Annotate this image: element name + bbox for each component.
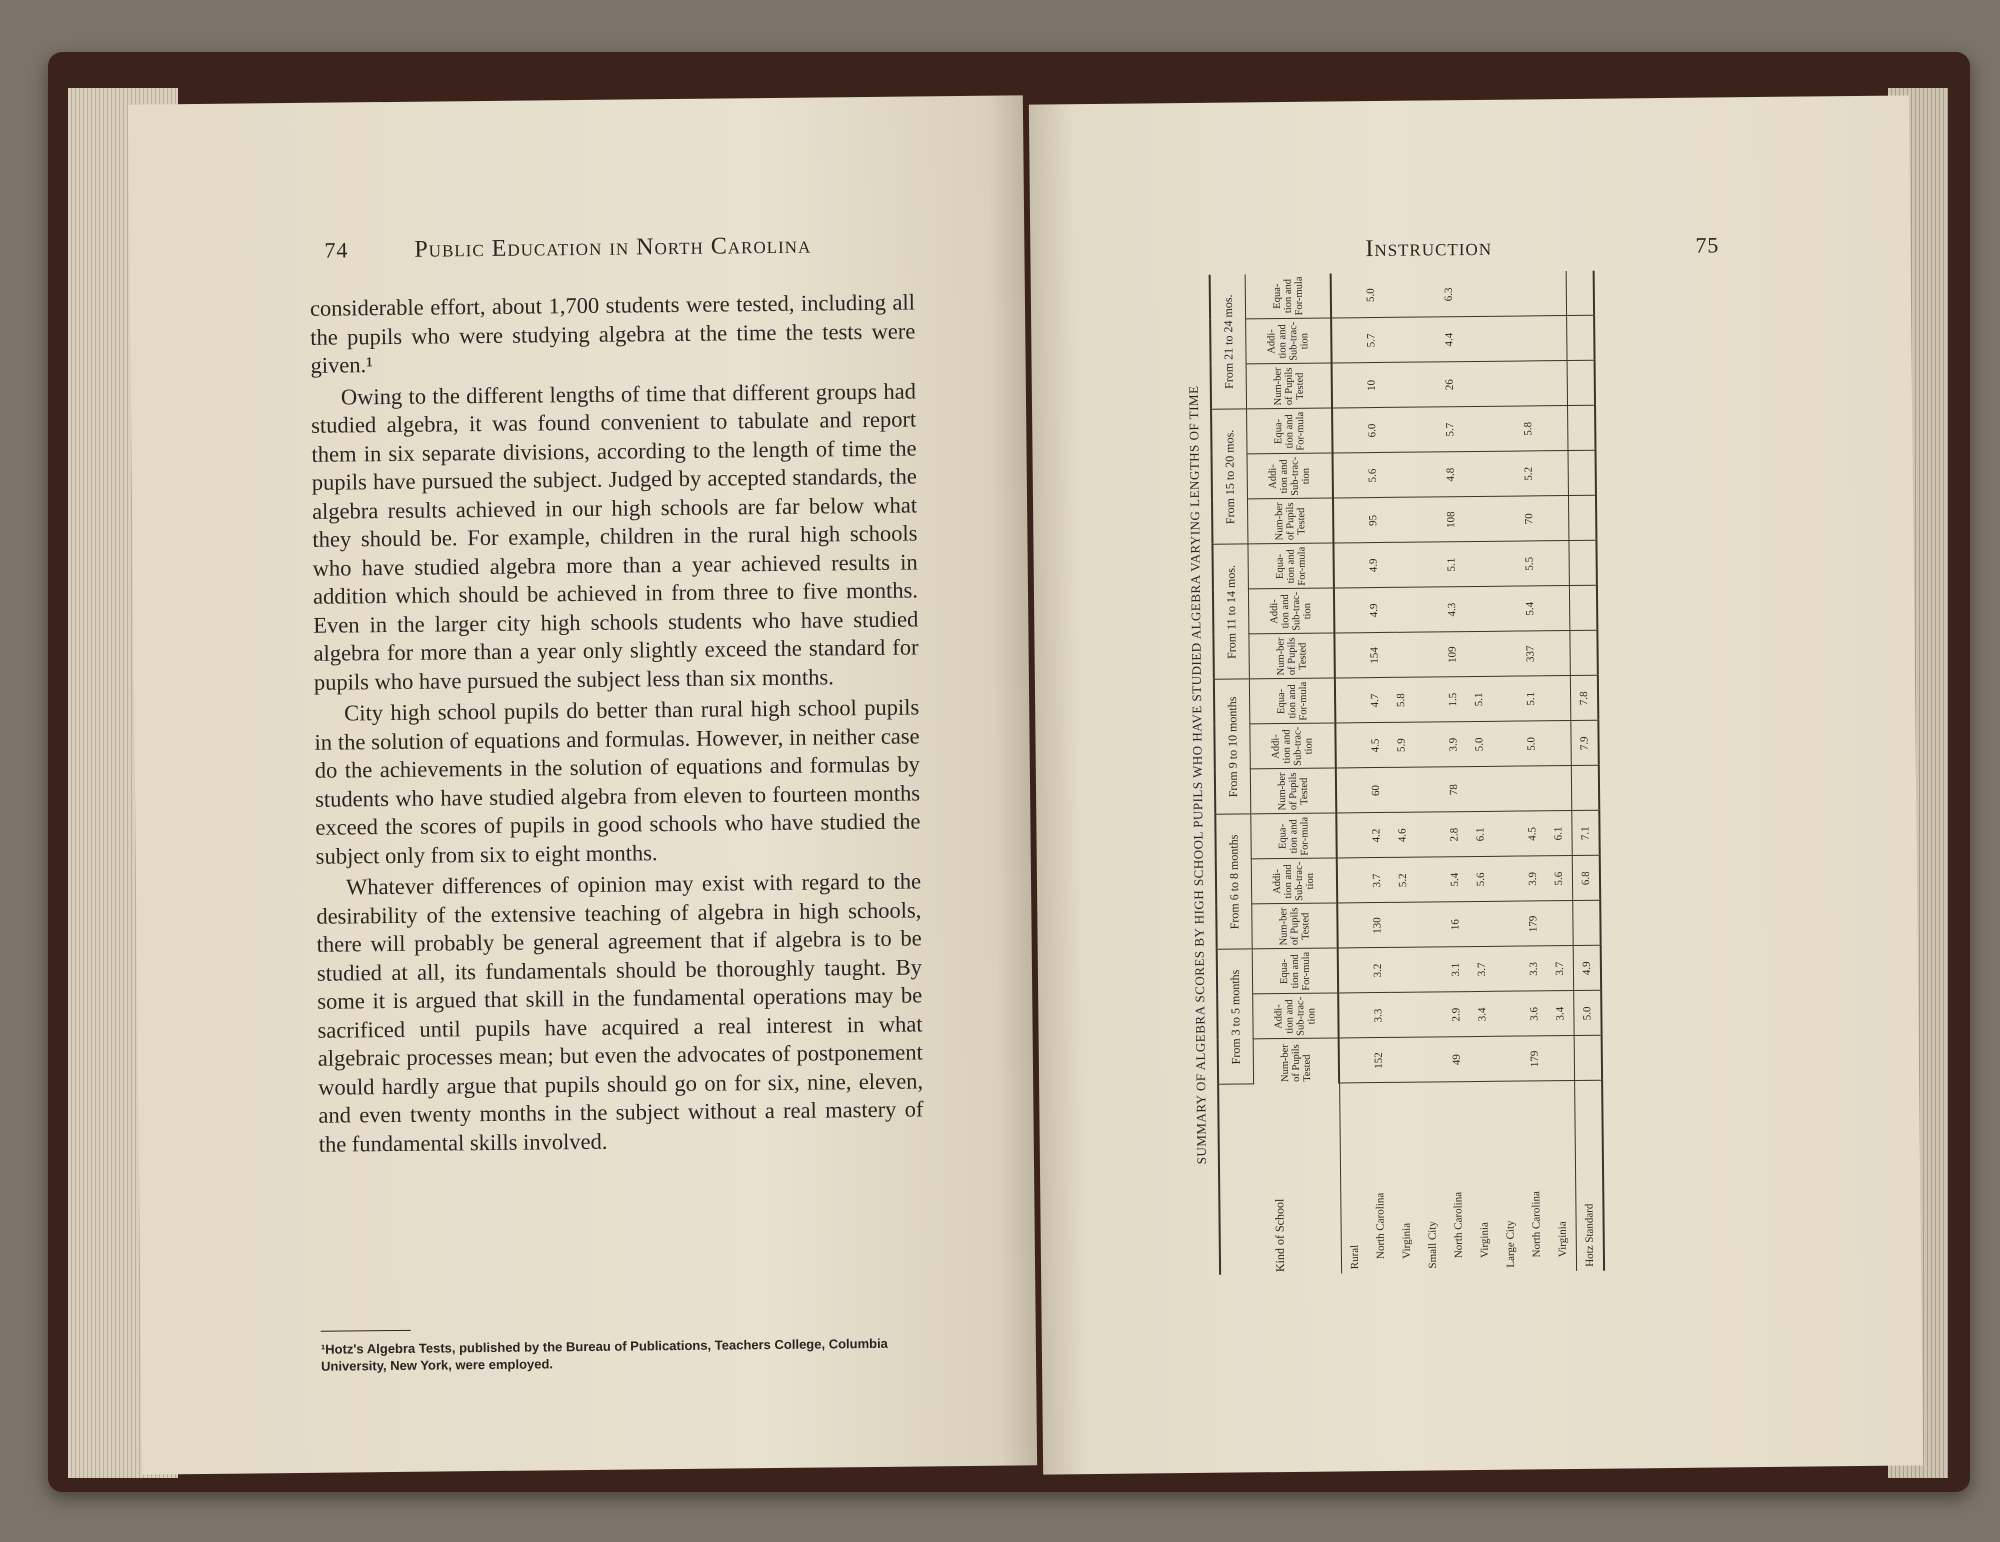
table-cell: 5.5 [1516,541,1542,586]
sub-header-number: Num-ber of Pupils Tested [1250,768,1336,814]
table-cell [1542,541,1569,586]
row-label: North Carolina [1530,1191,1543,1258]
table-cell [1470,1037,1496,1082]
table-cell: 26 [1437,362,1463,407]
table-cell [1334,588,1361,633]
row-label: Hotz Standard [1575,1081,1604,1271]
group-header: From 3 to 5 months [1217,949,1254,1084]
table-cell: 130 [1364,903,1390,948]
table-cell: 4.2 [1363,813,1389,858]
table-cell [1462,317,1488,362]
table-cell [1493,811,1519,856]
footnote-rule [321,1330,411,1332]
table-cell: 5.6 [1468,857,1494,902]
table-cell [1337,903,1364,948]
table-cell [1490,541,1516,586]
table-cell: 5.0 [1574,991,1602,1036]
left-body-text [310,288,924,1161]
table-cell: 6.1 [1467,812,1493,857]
table-cell [1490,451,1516,496]
table-cell [1514,271,1540,316]
table-cell [1392,1038,1418,1083]
table-cell [1545,766,1572,811]
table-cell [1333,453,1360,498]
paragraph: Owing to the different lengths of time that different groups had studied algebra, it was found convenient to tabulate and report them in six separate divisions, according to the length of time the pupils have pursued the subject. Judged by accepted standards, the algebra results achieved in our high schools are far below what they should be. For example, children in the rural high schools who have studied algebra more than a year achieved results in addition which should be achieved in from three to five months. Even in the larger city high schools students who have studied algebra for more than a year only slightly exceed the standard for pupils who have pursued the subject less than six months. [311,377,919,695]
table-cell [1464,452,1490,497]
paragraph: considerable effort, about 1,700 students were tested, including all the pupils who were studying algebra at the time the tests were given.¹ [309,289,916,378]
table-cell [1492,721,1518,766]
table-cell: 3.7 [1364,858,1390,903]
table-cell [1336,768,1363,813]
table-cell [1416,857,1442,902]
table-cell [1515,361,1541,406]
table-cell [1490,496,1516,541]
sub-header-addition: Addi-tion and Sub-trac-tion [1248,588,1334,634]
table-cell: 7.1 [1572,811,1600,856]
table-cell: 5.0 [1466,722,1492,767]
table-cell: 6.3 [1436,272,1462,317]
table-cell [1494,857,1520,902]
table-cell: 95 [1360,498,1386,543]
table-cell: 108 [1438,497,1464,542]
sub-header-number: Num-ber of Pupils Tested [1253,1038,1339,1084]
row-label: Virginia [1400,1222,1413,1259]
table-cell [1336,813,1363,858]
table-cell: 5.4 [1517,586,1543,631]
table-cell [1566,271,1594,316]
table-cell: 4.3 [1439,587,1465,632]
table-cell [1548,1036,1575,1081]
table-cell: 4.9 [1573,946,1601,991]
table-cell [1384,273,1410,318]
table-cell [1391,948,1417,993]
right-page-number: 75 [1695,232,1720,258]
table-cell [1333,498,1360,543]
right-page [1029,95,1923,1474]
table-cell [1541,406,1568,451]
table-cell [1568,406,1596,451]
table-caption: SUMMARY OF ALGEBRA SCORES BY HIGH SCHOOL PUPILS WHO HAVE STUDIED ALGEBRA VARYING LENGTHS OF TIME [1185,385,1209,1165]
table-cell: 109 [1439,632,1465,677]
sub-header-addition: Addi-tion and Sub-trac-tion [1251,858,1337,904]
table-cell [1412,542,1438,587]
table-cell [1567,316,1595,361]
table-cell: 10 [1359,363,1385,408]
table-cell [1331,318,1358,363]
table-cell: 2.9 [1443,992,1469,1037]
table-cell [1567,361,1595,406]
table-cell [1339,1038,1366,1083]
table-cell: 5.9 [1388,723,1414,768]
table-cell [1463,362,1489,407]
table-cell: 4.4 [1436,317,1462,362]
table-cell [1467,767,1493,812]
table-cell [1338,993,1365,1038]
table-cell: 4.6 [1389,813,1415,858]
sub-header-equation: Equa-tion and For-mula [1252,948,1338,994]
row-label: North Carolina [1452,1191,1465,1259]
row-label: Virginia [1556,1221,1569,1258]
table-cell [1465,587,1491,632]
table-cell [1488,271,1514,316]
sub-header-equation: Equa-tion and For-mula [1251,813,1337,859]
table-cell: 70 [1516,496,1542,541]
table-cell: 4.9 [1361,588,1387,633]
row-label: Small City [1426,1221,1440,1269]
table-cell [1332,363,1359,408]
table-cell [1333,543,1360,588]
table-cell [1544,676,1571,721]
table-cell: 337 [1517,631,1543,676]
table-cell [1542,451,1569,496]
table-cell [1415,812,1441,857]
table-cell: 4.8 [1438,452,1464,497]
table-cell: 49 [1444,1037,1470,1082]
algebra-scores-table [1209,271,1605,1275]
table-cell [1416,902,1442,947]
table-cell: 7.8 [1570,676,1598,721]
table-cell [1488,316,1514,361]
table-cell [1496,1037,1522,1082]
group-header: From 21 to 24 mos. [1210,274,1247,409]
table-cell [1492,676,1518,721]
table-cell: 4.5 [1362,723,1388,768]
table-cell: 4.9 [1360,543,1386,588]
table-cell [1489,406,1515,451]
sub-header-addition: Addi-tion and Sub-trac-tion [1250,723,1336,769]
table-cell: 3.4 [1547,991,1574,1036]
table-cell [1542,496,1569,541]
table-cell: 6.8 [1572,856,1600,901]
table-body [1331,271,1604,1274]
sub-header-equation: Equa-tion and For-mula [1247,408,1333,454]
table-cell [1544,721,1571,766]
group-header: From 15 to 20 mos. [1211,409,1248,544]
table-cell [1415,767,1441,812]
table-cell [1569,586,1597,631]
table-cell [1543,631,1570,676]
table-cell [1519,766,1545,811]
rotated-table [1177,271,1597,1275]
table-cell: 1.5 [1440,677,1466,722]
rotated-table-container [1177,271,1597,1275]
table-cell [1468,902,1494,947]
table-cell [1465,632,1491,677]
sub-header-equation: Equa-tion and For-mula [1245,273,1331,319]
table-cell [1386,543,1412,588]
table-cell [1386,498,1412,543]
sub-header-addition: Addi-tion and Sub-trac-tion [1247,453,1333,499]
table-cell [1414,722,1440,767]
table-cell [1514,316,1540,361]
table-cell [1335,678,1362,723]
table-cell: 3.3 [1365,993,1391,1038]
table-cell [1387,633,1413,678]
table-cell [1489,361,1515,406]
table-cell: 3.7 [1547,946,1574,991]
table-cell [1462,272,1488,317]
table-cell [1464,542,1490,587]
table-cell [1417,947,1443,992]
sub-header-number: Num-ber of Pupils Tested [1249,633,1335,679]
table-cell: 3.6 [1521,991,1547,1036]
table-cell [1391,993,1417,1038]
sub-header-equation: Equa-tion and For-mula [1249,678,1335,724]
table-cell [1337,858,1364,903]
table-cell: 5.6 [1360,453,1386,498]
table-cell [1540,316,1567,361]
row-label: Large City [1504,1220,1518,1268]
table-cell [1463,407,1489,452]
table-cell [1413,587,1439,632]
table-cell [1413,632,1439,677]
paragraph: Whatever differences of opinion may exist with regard to the desirability of the extensive teaching of algebra in high schools, there will probably be general agreement that if algebra is to be studied at all, its fundamentals should be thoroughly taught. By some it is argued that skill in the fundamental operations may be sacrificed until pupils have acquired a real interest in what algebraic processes mean; but even the advocates of postponement would hardly argue that pupils should go on for six, nine, eleven, and even twenty months in the subject without a real mastery of the fundamental skills involved. [316,868,924,1157]
table-cell [1385,408,1411,453]
table-cell [1331,273,1358,318]
kind-of-school-header: Kind of School [1218,1083,1341,1274]
sub-header-equation: Equa-tion and For-mula [1248,543,1334,589]
table-cell: 4.5 [1519,811,1545,856]
table-cell [1541,361,1568,406]
row-label: North Carolina [1374,1192,1387,1260]
table-cell: 154 [1361,633,1387,678]
table-cell: 3.2 [1365,948,1391,993]
table-cell [1495,992,1521,1037]
table-cell [1410,317,1436,362]
table-cell: 5.4 [1442,857,1468,902]
table-cell: 5.0 [1358,273,1384,318]
table-cell: 5.2 [1390,858,1416,903]
sub-header-addition: Addi-tion and Sub-trac-tion [1246,318,1332,364]
table-cell [1464,497,1490,542]
table-cell [1411,362,1437,407]
table-cell: 7.9 [1571,721,1599,766]
right-running-title: Instruction [1365,234,1493,263]
table-cell [1495,947,1521,992]
left-running-title: Public Education in North Carolina [414,232,812,263]
table-cell: 5.8 [1388,678,1414,723]
sub-header-number: Num-ber of Pupils Tested [1252,903,1338,949]
table-cell [1411,407,1437,452]
table-cell: 3.1 [1443,947,1469,992]
table-cell [1546,901,1573,946]
left-page [128,95,1037,1474]
table-cell [1568,496,1596,541]
table-cell: 4.7 [1362,678,1388,723]
table-cell [1573,901,1601,946]
table-cell [1570,631,1598,676]
table-cell [1568,451,1596,496]
table-cell: 16 [1442,902,1468,947]
sub-header-number: Num-ber of Pupils Tested [1247,498,1333,544]
table-cell [1574,1036,1602,1081]
table-cell [1491,631,1517,676]
table-cell [1543,586,1570,631]
table-cell: 6.1 [1545,811,1572,856]
table-cell [1410,272,1436,317]
footnote: ¹Hotz's Algebra Tests, published by the Bureau of Publications, Teachers College, Columbia University, New York, were employed. [320,1335,888,1374]
table-cell: 5.1 [1438,542,1464,587]
table-cell [1569,541,1597,586]
table-cell [1493,766,1519,811]
table-cell: 2.8 [1441,812,1467,857]
table-cell [1494,902,1520,947]
table-cell: 5.8 [1515,406,1541,451]
table-cell: 179 [1520,901,1546,946]
table-cell [1491,586,1517,631]
table-cell: 5.7 [1358,318,1384,363]
table-cell [1418,1037,1444,1082]
table-cell [1571,766,1599,811]
table-cell [1338,948,1365,993]
table-cell [1414,677,1440,722]
row-label: Rural [1348,1244,1361,1270]
row-label: Virginia [1478,1222,1491,1258]
table-cell: 3.3 [1521,946,1547,991]
group-header: From 6 to 8 months [1215,814,1252,949]
sub-header-number: Num-ber of Pupils Tested [1246,363,1332,409]
table-cell: 5.7 [1437,407,1463,452]
table-cell [1386,453,1412,498]
table-cell: 5.6 [1546,856,1573,901]
table-cell [1390,903,1416,948]
table-cell: 3.9 [1440,722,1466,767]
table-cell: 152 [1366,1038,1392,1083]
table-cell: 5.1 [1466,677,1492,722]
table-cell: 3.9 [1520,856,1546,901]
table-cell [1412,497,1438,542]
table-cell [1412,452,1438,497]
table-cell: 5.1 [1518,676,1544,721]
table-cell: 6.0 [1359,408,1385,453]
table-cell: 179 [1522,1036,1548,1081]
table-cell [1389,768,1415,813]
table-cell [1332,408,1359,453]
table-cell: 5.0 [1518,721,1544,766]
table-cell [1385,363,1411,408]
paragraph: City high school pupils do better than rural high school pupils in the solution of equations and formulas. However, in neither case do the achievements in the solution of equations and formulas by students who have studied algebra from eleven to fourteen months exceed the scores of pupils in good schools who have studied the subject only from six to eight months. [314,694,921,869]
table-cell: 60 [1363,768,1389,813]
table-cell [1384,318,1410,363]
group-header: From 11 to 14 mos. [1212,544,1249,679]
left-page-number: 74 [324,237,349,263]
table-cell: 78 [1441,767,1467,812]
table-cell: 3.4 [1469,992,1495,1037]
table-cell [1417,992,1443,1037]
table-cell [1387,588,1413,633]
table-cell [1334,633,1361,678]
table-cell [1540,271,1567,316]
table-cell: 3.7 [1469,947,1495,992]
table-cell [1335,723,1362,768]
group-header: From 9 to 10 months [1214,679,1251,814]
table-cell: 5.2 [1516,451,1542,496]
sub-header-addition: Addi-tion and Sub-trac-tion [1253,993,1339,1039]
